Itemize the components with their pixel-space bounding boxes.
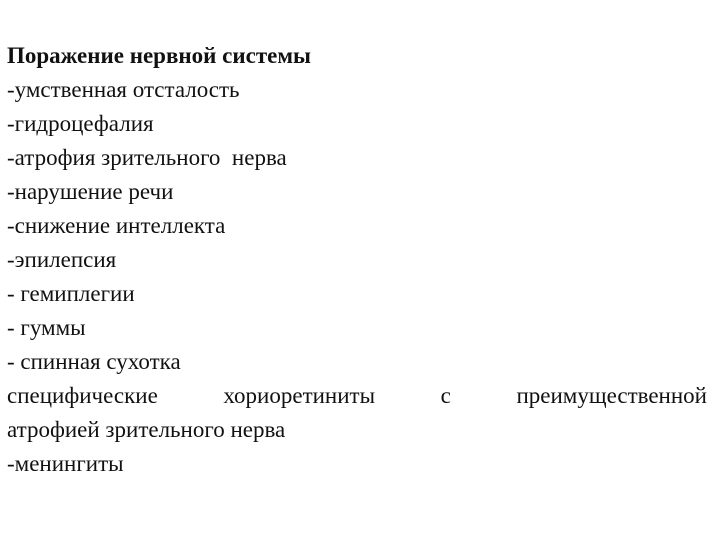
list-item-mental-retardation: -умственная отсталость bbox=[7, 77, 240, 102]
chorioretinitis-word-3: с bbox=[440, 383, 451, 408]
chorioretinitis-word-1: специфические bbox=[7, 383, 158, 408]
list-item-optic-atrophy: -атрофия зрительного нерва bbox=[7, 145, 287, 170]
slide-content bbox=[7, 39, 707, 481]
list-item-chorioretinitis-continuation: атрофией зрительного нерва bbox=[7, 417, 286, 442]
list-item-chorioretinitis bbox=[7, 379, 707, 413]
list-item-tabes-dorsalis: - спинная сухотка bbox=[7, 349, 181, 374]
chorioretinitis-word-2: хориоретиниты bbox=[223, 383, 376, 408]
list-item-intellect-decline: -снижение интеллекта bbox=[7, 213, 226, 238]
chorioretinitis-word-4: преимущественной bbox=[516, 383, 707, 408]
list-item-meningitis: -менингиты bbox=[7, 451, 124, 476]
list-item-epilepsy: -эпилепсия bbox=[7, 247, 117, 272]
list-item-hydrocephalus: -гидроцефалия bbox=[7, 111, 154, 136]
list-item-hemiplegia: - гемиплегии bbox=[7, 281, 135, 306]
list-item-gummas: - гуммы bbox=[7, 315, 86, 340]
list-item-speech-disorder: -нарушение речи bbox=[7, 179, 174, 204]
slide-heading: Поражение нервной системы bbox=[7, 43, 311, 68]
